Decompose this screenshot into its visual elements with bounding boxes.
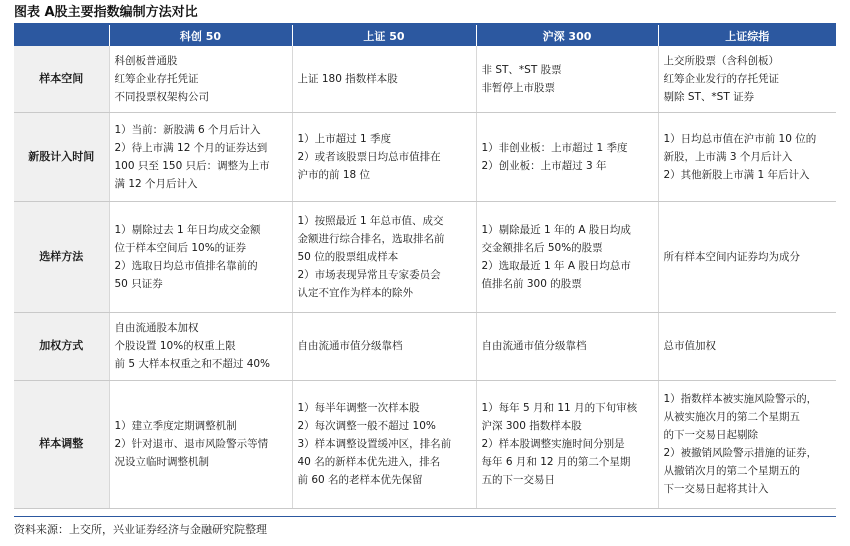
row-weighting bbox=[14, 312, 836, 380]
row-sample-adjustment bbox=[14, 380, 836, 508]
table-cell bbox=[658, 380, 836, 508]
cell-line: 2）其他新股上市满 1 年后计入 bbox=[663, 168, 810, 181]
cell-line: 非暂停上市股票 bbox=[481, 81, 555, 94]
table-cell bbox=[109, 46, 292, 112]
cell-line: 2）样本股调整实施时间分别是 bbox=[481, 438, 625, 450]
cell-line: 1）日均总市值在沪市前 10 位的 bbox=[663, 132, 817, 145]
cell-line: 1）剔除过去 1 年日均成交金额 bbox=[114, 223, 261, 236]
bottom-rule bbox=[14, 516, 836, 517]
cell-line: 沪深 300 指数样本股 bbox=[481, 420, 582, 432]
cell-line: 前 60 名的老样本优先保留 bbox=[297, 474, 423, 486]
cell-line: 下一交易日起将其计入 bbox=[663, 483, 769, 495]
table-cell bbox=[476, 201, 658, 312]
table-cell bbox=[476, 312, 658, 380]
cell-line: 50 位的股票组成样本 bbox=[297, 250, 399, 263]
row-label: 新股计入时间 bbox=[14, 112, 109, 201]
cell-line: 自由流通股本加权 bbox=[114, 322, 199, 334]
cell-line: 科创板普通股 bbox=[114, 54, 178, 67]
cell-line: 2）选取日均总市值排名靠前的 bbox=[114, 259, 258, 272]
table-cell bbox=[109, 312, 292, 380]
cell-line: 总市值加权 bbox=[663, 340, 716, 352]
cell-line: 认定不宜作为样本的除外 bbox=[297, 286, 413, 299]
cell-line: 100 只至 150 只后：调整为上市 bbox=[114, 159, 270, 172]
cell-line: 满 12 个月后计入 bbox=[114, 177, 198, 190]
table-cell bbox=[476, 380, 658, 508]
cell-line: 上交所股票（含科创板） bbox=[663, 54, 779, 67]
cell-line: 的下一交易日起剔除 bbox=[663, 429, 758, 441]
table-cell bbox=[476, 46, 658, 112]
cell-line: 从撤销次月的第二个星期五的 bbox=[663, 465, 800, 477]
table-cell bbox=[109, 380, 292, 508]
cell-line: 2）创业板：上市超过 3 年 bbox=[481, 159, 607, 172]
header-hs300: 沪深 300 bbox=[476, 25, 658, 46]
cell-line: 红筹企业发行的存托凭证 bbox=[663, 72, 779, 85]
table-cell bbox=[658, 46, 836, 112]
table-cell bbox=[292, 201, 476, 312]
row-ipo-inclusion bbox=[14, 112, 836, 201]
source-note: 资料来源：上交所，兴业证券经济与金融研究院整理 bbox=[14, 523, 267, 536]
cell-line: 1）按照最近 1 年总市值、成交 bbox=[297, 214, 444, 227]
cell-line: 自由流通市值分级靠档 bbox=[481, 340, 587, 352]
header-sz50: 上证 50 bbox=[292, 25, 476, 46]
cell-line: 交金额排名后 50%的股票 bbox=[481, 241, 603, 254]
table-cell bbox=[476, 112, 658, 201]
cell-line: 1）上市超过 1 季度 bbox=[297, 132, 392, 145]
cell-line: 自由流通市值分级靠档 bbox=[297, 340, 403, 352]
cell-line: 前 5 大样本权重之和不超过 40% bbox=[114, 358, 271, 370]
cell-line: 1）建立季度定期调整机制 bbox=[114, 420, 237, 432]
table-cell bbox=[292, 46, 476, 112]
row-label: 样本调整 bbox=[14, 380, 109, 508]
cell-line: 新股，上市满 3 个月后计入 bbox=[663, 150, 793, 163]
header-corner bbox=[14, 25, 109, 46]
table-cell bbox=[292, 312, 476, 380]
cell-line: 1）每半年调整一次样本股 bbox=[297, 402, 420, 414]
row-label: 样本空间 bbox=[14, 46, 109, 112]
table-cell bbox=[658, 312, 836, 380]
cell-line: 位于样本空间后 10%的证券 bbox=[114, 241, 247, 254]
cell-line: 非 ST、*ST 股票 bbox=[481, 63, 562, 76]
row-label: 选样方法 bbox=[14, 201, 109, 312]
cell-line: 不同投票权架构公司 bbox=[114, 90, 209, 103]
cell-line: 剔除 ST、*ST 证券 bbox=[663, 90, 755, 103]
table-cell bbox=[292, 112, 476, 201]
cell-line: 红筹企业存托凭证 bbox=[114, 72, 199, 85]
cell-line: 40 名的新样本优先进入，排名 bbox=[297, 456, 441, 468]
cell-line: 2）待上市满 12 个月的证券达到 bbox=[114, 141, 268, 154]
cell-line: 从被实施次月的第二个星期五 bbox=[663, 411, 800, 423]
cell-line: 50 只证券 bbox=[114, 277, 163, 290]
cell-line: 所有样本空间内证券均为成分 bbox=[663, 250, 800, 263]
table-cell bbox=[658, 112, 836, 201]
cell-line: 2）被撤销风险警示措施的证券， bbox=[663, 447, 818, 459]
table-cell bbox=[109, 201, 292, 312]
cell-line: 2）或者该股票日均总市值排在 bbox=[297, 150, 441, 163]
cell-line: 上证 180 指数样本股 bbox=[297, 72, 398, 85]
cell-line: 金额进行综合排名，选取排名前 bbox=[297, 232, 445, 245]
header-szzz: 上证综指 bbox=[658, 25, 836, 46]
figure-title: 图表 A股主要指数编制方法对比 bbox=[14, 5, 198, 20]
cell-line: 五的下一交易日 bbox=[481, 474, 555, 486]
header-row bbox=[14, 25, 836, 46]
cell-line: 1）非创业板：上市超过 1 季度 bbox=[481, 141, 628, 154]
cell-line: 2）市场表现异常且专家委员会 bbox=[297, 268, 441, 281]
row-sample-space bbox=[14, 46, 836, 112]
cell-line: 2）针对退市、退市风险警示等情 bbox=[114, 438, 269, 450]
cell-line: 1）当前：新股满 6 个月后计入 bbox=[114, 123, 261, 136]
cell-line: 值排名前 300 的股票 bbox=[481, 277, 582, 290]
cell-line: 个股设置 10%的权重上限 bbox=[114, 340, 236, 352]
cell-line: 1）指数样本被实施风险警示的， bbox=[663, 393, 818, 405]
row-label: 加权方式 bbox=[14, 312, 109, 380]
comparison-table bbox=[14, 25, 836, 509]
table-cell bbox=[109, 112, 292, 201]
table-cell bbox=[658, 201, 836, 312]
cell-line: 1）每年 5 月和 11 月的下旬审核 bbox=[481, 402, 638, 414]
table-cell bbox=[292, 380, 476, 508]
header-kc50: 科创 50 bbox=[109, 25, 292, 46]
cell-line: 3）样本调整设置缓冲区，排名前 bbox=[297, 438, 452, 450]
cell-line: 况设立临时调整机制 bbox=[114, 456, 209, 468]
cell-line: 2）每次调整一般不超过 10% bbox=[297, 420, 436, 432]
cell-line: 1）剔除最近 1 年的 A 股日均成 bbox=[481, 223, 631, 236]
cell-line: 每年 6 月和 12 月的第二个星期 bbox=[481, 456, 631, 468]
row-selection-method bbox=[14, 201, 836, 312]
cell-line: 沪市的前 18 位 bbox=[297, 168, 371, 181]
cell-line: 2）选取最近 1 年 A 股日均总市 bbox=[481, 259, 631, 272]
